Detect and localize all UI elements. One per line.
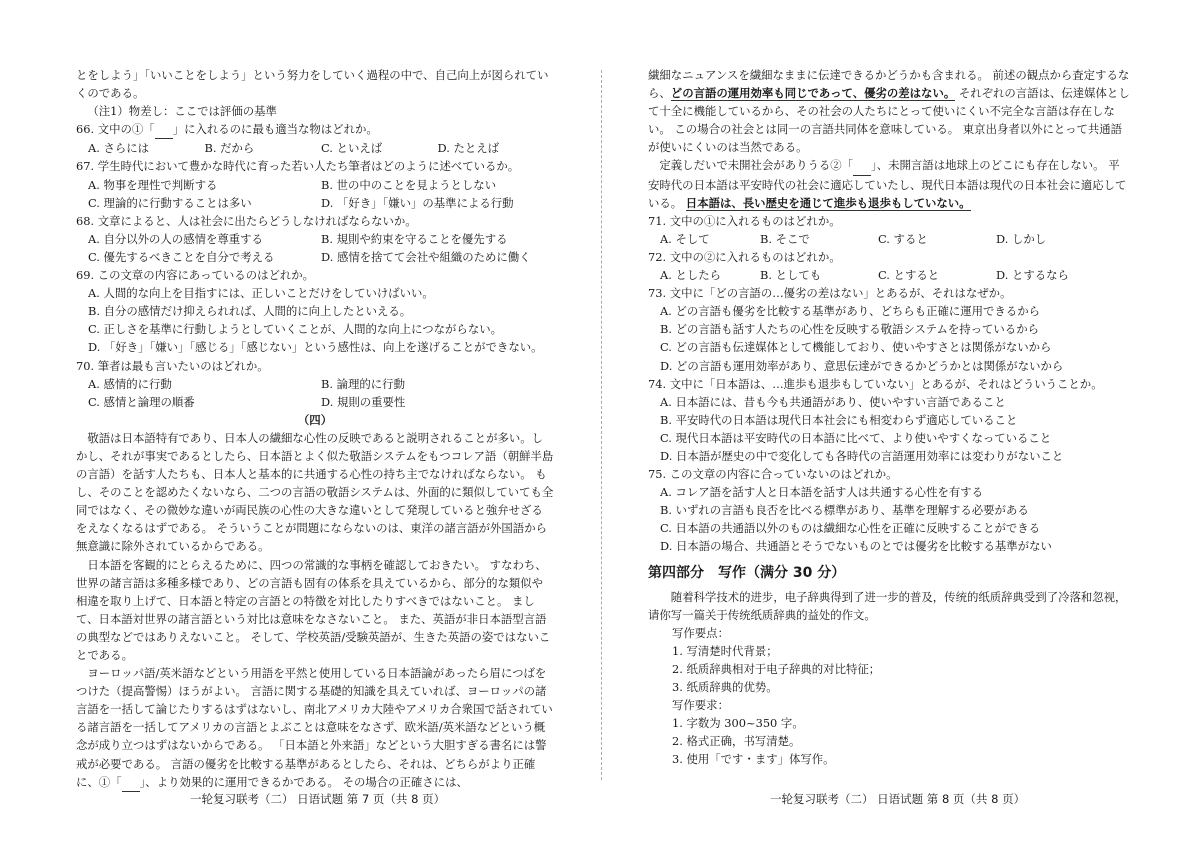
q74-option-c: C. 現代日本語は平安時代の日本語に比べて、より使いやすくなっていること xyxy=(660,430,1052,445)
passage-paragraph-3: ヨーロッパ語/英米語などという用語を平然と使用している日本語論があったら眉につばをつけた（提高警惕）ほうがよい。 言語に関する基礎的知識を具えていれば、ヨーロッパの諸言語を一括して論じたりするはずはないし、南北アメリカ大陸やアメリカ合衆国で話されている諸言語を一括してアメリカの言語とよぶことは意味をなさず、欧米語/英米語などという概念が成り立つはずはないからである。 「日本語と外来語」などという大胆すぎる書名には警戒が必要である。 言語の優劣を比較する基準があるとしたら、それは、どちらがより正確に、①「 」、より効果的に運用できるかである。 その場合の正確さには、 xyxy=(76,664,554,792)
intro-text: とをしよう」「いいことをしよう」という努力をしていく過程の中で、自己向上が図られていくのである。 xyxy=(76,68,549,101)
q66-option-c: C. といえば xyxy=(321,141,383,156)
right-page xyxy=(648,66,1130,769)
q72-option-d: D. とするなら xyxy=(996,268,1069,283)
q66-options xyxy=(76,139,554,157)
writing-points-label: 写作要点： xyxy=(672,625,729,640)
writing-point-2: 2. 纸质辞典相对于电子辞典的对比特征； xyxy=(672,662,881,676)
q73-option-d: D. どの言語も運用効率があり、意思伝達ができるかどうかとは関係がないから xyxy=(660,358,1064,373)
q66-stem: 66. 文中の①「 」に入れるのに最も適当な物はどれか。 xyxy=(76,120,554,139)
q75-option-a: A. コレア語を話す人と日本語を話す人は共通する心性を有する xyxy=(660,485,984,500)
blank-1-passage xyxy=(122,773,140,792)
q67-option-a: A. 物事を理性で判断する xyxy=(88,177,218,192)
q71-stem: 71. 文中の①に入れるものはどれか。 xyxy=(648,213,841,228)
writing-section-heading: 第四部分 写作（满分 30 分） xyxy=(648,564,846,581)
q67-option-b: B. 世の中のことを見ようとしない xyxy=(321,177,497,192)
q66-option-d: D. たとえば xyxy=(437,141,500,156)
q71-option-d: D. しかし xyxy=(996,231,1047,246)
q68-stem: 68. 文章によると、人は社会に出たらどうしなければならないか。 xyxy=(76,213,417,228)
q68-option-b: B. 規則や約束を守ることを優先する xyxy=(321,231,508,246)
blank-2 xyxy=(853,156,871,175)
q69-option-d: D. 「好き」「嫌い」「感じる」「感じない」という感性は、向上を遂げることができない。 xyxy=(88,340,543,355)
q69-option-b: B. 自分の感情だけ抑えられれば、人間的に向上したといえる。 xyxy=(88,304,412,319)
q68-options-row2 xyxy=(76,248,554,266)
q75-stem: 75. この文章の内容に合っていないのはどれか。 xyxy=(648,467,898,482)
writing-req-3: 3. 使用「です・ます」体写作。 xyxy=(672,752,835,767)
q73-option-a: A. どの言語も優劣を比較する基準があり、どちらも正確に運用できるから xyxy=(660,304,1040,319)
q74-option-d: D. 日本語が歴史の中で変化しても各時代の言語運用効率には変わりがないこと xyxy=(660,448,1064,463)
underlined-sentence-1: どの言語の運用効率も同じであって、優劣の差はない。 xyxy=(670,86,956,101)
passage-paragraph-4: 繊細なニュアンスを繊細なままに伝達できるかどうかも含まれる。 前述の観点から査定するなら、どの言語の運用効率も同じであって、優劣の差はない。 それぞれの言語は、伝達媒体として十全に機能しているから、その社会の人たちにとって使いにくい不完全な言語は存在しない。 この場合の社会とは同一の言語共同体を意味している。 東京出身者以外にとって共通語が使いにくいのは当然である。 xyxy=(648,68,1130,155)
passage-paragraph-1: 敬語は日本語特有であり、日本人の繊細な心性の反映であると説明されることが多い。しかし、それが事実であるとしたら、日本語とよく似た敬語システムをもつコレア語（朝鮮半島の言語）を話す人たちも、日本人と基本的に共通する心性の持ち主でなければならない。 もし、そのことを認めたくないなら、二つの言語の敬語システムは、外面的に類似していても全同ではなく、その微妙な違いが両民族の心性の大きな違いとして発現していると強弁せざるをえなくなるはずである。 そういうことが問題にならないのは、東洋の諸言語が外国語から無意識に除外されているからである。 xyxy=(76,430,554,554)
q72-option-b: B. としても xyxy=(760,268,822,283)
q70-options-row2 xyxy=(76,393,554,411)
q70-option-b: B. 論理的に行動 xyxy=(321,376,405,391)
q75-option-c: C. 日本語の共通語以外のものは繊細な心性を正確に反映することができる xyxy=(660,521,1041,536)
q71-option-a: A. そして xyxy=(660,231,710,246)
q67-options-row1 xyxy=(76,176,554,194)
q69-option-c: C. 正しさを基準に行動しようとしていくことが、人間的な向上につながらない。 xyxy=(88,322,502,337)
q75-option-b: B. いずれの言語も良否を比べる標準があり、基準を理解する必要がある xyxy=(660,503,1029,518)
q72-option-a: A. としたら xyxy=(660,268,722,283)
q70-stem: 70. 筆者は最も言いたいのはどれか。 xyxy=(76,358,269,373)
q74-stem: 74. 文中に「日本語は、…進歩も退歩もしていない」とあるが、それはどういうことか。 xyxy=(648,376,1103,391)
q71-options xyxy=(648,230,1130,248)
footer-page-8: 一轮复习联考（二） 日语试题 第 8 页（共 8 页） xyxy=(770,792,1026,806)
q70-option-a: A. 感情的に行動 xyxy=(88,376,172,391)
q72-options xyxy=(648,266,1130,284)
q69-option-a: A. 人間的な向上を目指すには、正しいことだけをしていけばいい。 xyxy=(88,286,434,301)
q68-options-row1 xyxy=(76,230,554,248)
q66-option-b: B. だから xyxy=(204,141,255,156)
q67-stem: 67. 学生時代において豊かな時代に育った若い人たち筆者はどのように述べているか。 xyxy=(76,159,520,174)
q73-stem: 73. 文中に「どの言語の…優劣の差はない」とあるが、それはなぜか。 xyxy=(648,286,1012,301)
q71-option-c: C. すると xyxy=(878,231,928,246)
q72-option-c: C. とすると xyxy=(878,268,940,283)
q71-option-b: B. そこで xyxy=(760,231,810,246)
writing-prompt: 随着科学技术的进步，电子辞典得到了进一步的普及，传统的纸质辞典受到了冷落和忽视，请你写一篇关于传统纸质辞典的益处的作文。 xyxy=(648,589,1127,622)
writing-req-2: 2. 格式正确，书写清楚。 xyxy=(672,734,801,749)
q73-option-b: B. どの言語も話す人たちの心性を反映する敬語システムを持っているから xyxy=(660,322,1039,337)
passage-paragraph-5: 定義しだいで未開社会がありうる②「 」、未開言語は地球上のどこにも存在しない。 平安時代の日本語は平安時代の社会に適応していたし、現代日本語は現代の日本社会に適応している。 日本語は、長い歴史を通じて進歩も退歩もしていない。 xyxy=(648,158,1127,210)
left-page xyxy=(76,66,554,792)
footer-page-7: 一轮复习联考（二） 日语试题 第 7 页（共 8 页） xyxy=(190,792,446,806)
q73-option-c: C. どの言語も伝達媒体として機能しており、使いやすさとは関係がないから xyxy=(660,340,1052,355)
q75-option-d: D. 日本語の場合、共通語とそうでないものとでは優劣を比較する基準がない xyxy=(660,539,1052,554)
q66-option-a: A. さらには xyxy=(88,141,150,156)
writing-point-3: 3. 纸质辞典的优势。 xyxy=(672,680,778,695)
q68-option-a: A. 自分以外の人の感情を尊重する xyxy=(88,231,263,246)
q70-options-row1 xyxy=(76,375,554,393)
q68-option-d: D. 感情を捨てて会社や組織のために働く xyxy=(321,249,531,264)
q67-option-d: D. 「好き」「嫌い」の基準による行動 xyxy=(321,195,514,210)
writing-point-1: 1. 写清楚时代背景； xyxy=(672,643,778,658)
page-divider xyxy=(601,70,602,780)
writing-req-label: 写作要求： xyxy=(672,698,729,713)
q74-option-b: B. 平安時代の日本語は現代日本社会にも相変わらず適応していること xyxy=(660,412,1018,427)
q70-option-c: C. 感情と論理の順番 xyxy=(88,394,195,409)
q67-options-row2 xyxy=(76,194,554,212)
q70-option-d: D. 規則の重要性 xyxy=(321,394,406,409)
underlined-sentence-2: 日本語は、長い歴史を通じて進歩も退歩もしていない。 xyxy=(685,195,971,210)
section-four-heading: （四） xyxy=(297,412,333,427)
blank-1 xyxy=(155,120,173,139)
q67-option-c: C. 理論的に行動することは多い xyxy=(88,195,252,210)
passage-paragraph-2: 日本語を客観的にとらえるために、四つの常識的な事柄を確認しておきたい。 すなわち、世界の諸言語は多種多様であり、どの言語も固有の体系を具えているから、部分的な類似や相違を取り上げて、日本語と特定の言語との特徴を対比したりすべきではないこと。 まして、日本語対世界の諸言語という対比は意味をなさないこと。 また、英語が非日本語型言語の典型などではありえないこと。 そして、学校英語/受験英語が、生きた英語の姿ではないことである。 xyxy=(76,557,551,662)
q68-option-c: C. 優先するべきことを自分で考える xyxy=(88,249,275,264)
q72-stem: 72. 文中の②に入れるものはどれか。 xyxy=(648,249,841,264)
writing-req-1: 1. 字数为 300~350 字。 xyxy=(672,716,804,731)
q69-stem: 69. この文章の内容にあっているのはどれか。 xyxy=(76,268,315,283)
note-text: （注1）物差し：ここでは評価の基準 xyxy=(87,104,277,119)
q74-option-a: A. 日本語には、昔も今も共通語があり、使いやすい言語であること xyxy=(660,394,1006,409)
